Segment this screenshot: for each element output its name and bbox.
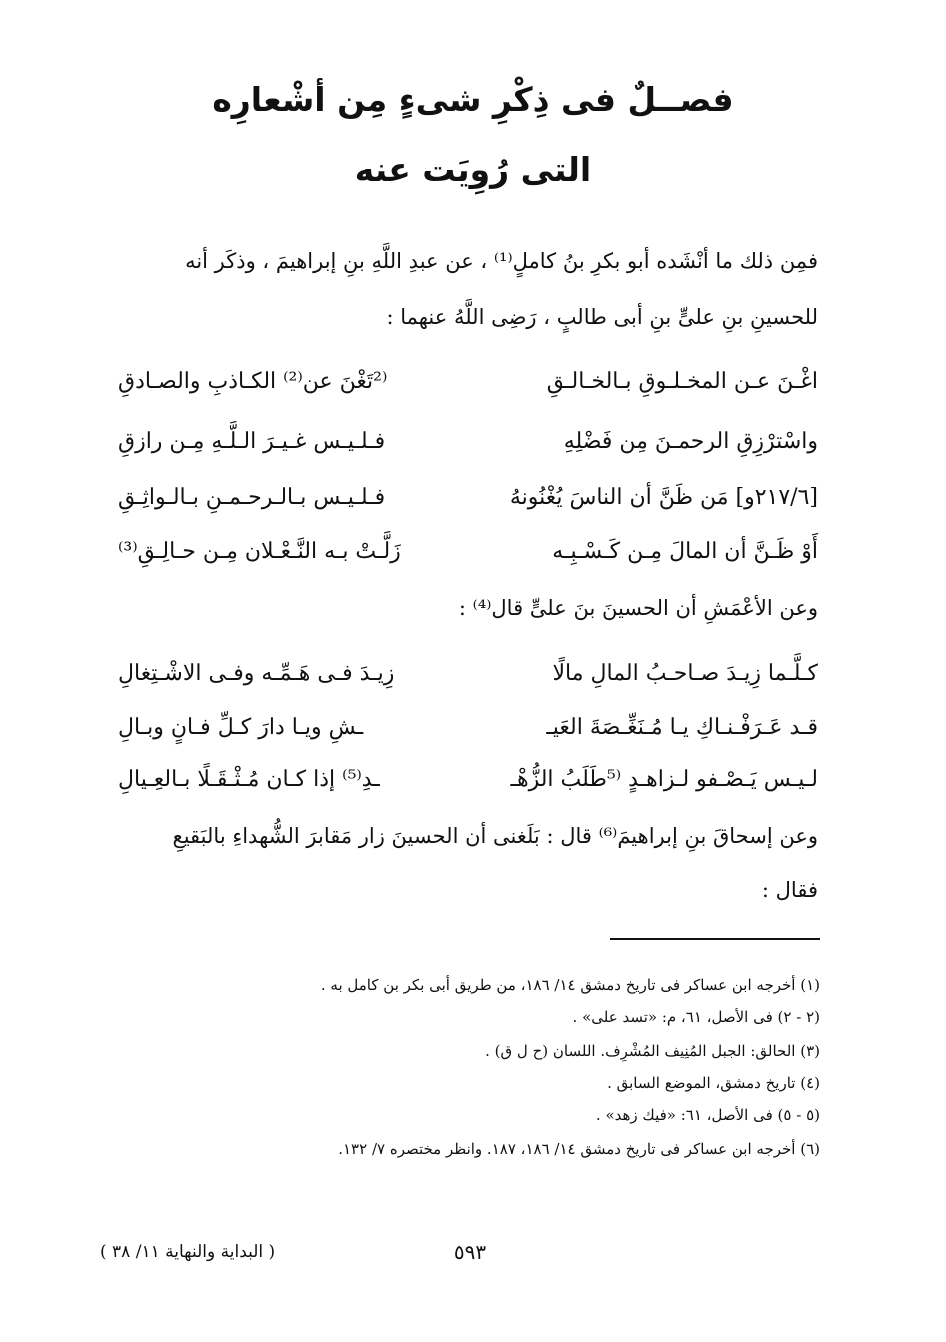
verse-line — [118, 360, 818, 404]
footnote: (٢ - ٢) فى الأصل، ٦١، م: «تسد على» . — [572, 1008, 820, 1026]
book-reference: ( البداية والنهاية ١١/ ٣٨ ) — [100, 1242, 276, 1262]
page-footer — [0, 1236, 946, 1268]
verse-second-hemistich: زَلَّـتْ بـه النَّـعْـلان مِـن حـالِـقِ⁽³⁾ — [118, 539, 401, 564]
verse-first-hemistich: واسْترْزِقِ الرحمـنَ مِن فَضْلِهِ — [563, 429, 818, 454]
paragraph-line: وعن إسحاقَ بنِ إبراهيمَ⁽⁶⁾ قال : بَلَغنى أن الحسينَ زار مَقابرَ الشُّهداءِ بالبَقيعِ — [172, 824, 818, 848]
verse-first-hemistich: أَوْ ظَـنَّ أن المالَ مِـن كَـسْـبِـه — [552, 539, 818, 564]
verse-line — [118, 706, 818, 750]
paragraph-line: للحسينِ بنِ علىٍّ بنِ أبى طالبٍ ، رَضِى اللَّهُ عنهما : — [386, 305, 818, 329]
footnote: (١) أخرجه ابن عساكر فى تاريخ دمشق ١٤/ ١٨٦، من طريق أبى بكر بن كامل به . — [320, 976, 820, 994]
footnote: (٣) الحالق: الجبل المُنِيف المُشْرِف. اللسان (ح ل ق) . — [485, 1042, 820, 1060]
verse-second-hemistich: ـدِ⁽⁵⁾ إذا كـان مُـثْـقَـلًا بـالعِـيالِ — [118, 767, 380, 792]
paragraph-line: فمِن ذلك ما أنْشَده أبو بكرِ بنُ كاملٍ⁽¹⁾ ، عن عبدِ اللَّهِ بنِ إبراهيمَ ، وذكَر أنه — [185, 249, 818, 273]
verse-second-hemistich: فـلـيـس غـيـرَ الـلَّـهِ مِـن رازقِ — [118, 429, 386, 454]
footnote: (٥ - ٥) فى الأصل، ٦١: «فيك زهد» . — [595, 1106, 820, 1124]
verse-first-hemistich: اغْـنَ عـن المخـلـوقِ بـالخـالـقِ — [546, 369, 818, 394]
footnote: (٤) تاريخ دمشق، الموضع السابق . — [607, 1074, 820, 1092]
verse-first-hemistich: لـيـس يَـصْـفو لـزاهـدٍ ⁽⁵طَلَبُ الزُّهْـ — [510, 767, 818, 792]
footnote-divider — [610, 938, 820, 940]
verse-second-hemistich: زِيـدَ فـى هَـمِّـه وفـى الاشْـتِغالِ — [118, 661, 395, 686]
paragraph-line: فقال : — [761, 878, 818, 902]
verse-first-hemistich: قـد عَـرَفْـنـاكِ يـا مُـنَغِّـصَةَ العَيـ — [546, 715, 818, 740]
chapter-heading: فصــلٌ فى ذِكْرِ شىءٍ مِن أشْعارِه — [212, 80, 734, 119]
verse-second-hemistich: فـلـيـس بـالـرحـمـنِ بـالـواثِـقِ — [118, 485, 386, 510]
paragraph-line: وعن الأعْمَشِ أن الحسينَ بنَ علىٍّ قال⁽⁴⁾ : — [458, 596, 818, 620]
page-number: ٥٩٣ — [453, 1240, 487, 1264]
verse-line — [118, 758, 818, 802]
verse-line — [118, 652, 818, 696]
verse-second-hemistich: ⁽²تَغْنَ عن⁽²⁾ الكـاذبِ والصـادقِ — [118, 369, 388, 394]
verse-line — [118, 530, 818, 574]
chapter-subheading: التى رُوِيَت عنه — [354, 150, 592, 189]
verse-line — [118, 420, 818, 464]
verse-first-hemistich: كـلَّـما زِيـدَ صـاحـبُ المالِ مالًا — [552, 661, 818, 686]
verse-first-hemistich: [٢١٧/٦و] مَن ظَنَّ أن الناسَ يُغْنُونهُ — [509, 485, 818, 510]
verse-line — [118, 476, 818, 520]
footnote: (٦) أخرجه ابن عساكر فى تاريخ دمشق ١٤/ ١٨٦، ١٨٧. وانظر مختصره ٧/ ١٣٢. — [338, 1140, 820, 1158]
verse-second-hemistich: ـشِ ويـا دارَ كـلِّ فـانٍ وبـالِ — [118, 715, 364, 740]
